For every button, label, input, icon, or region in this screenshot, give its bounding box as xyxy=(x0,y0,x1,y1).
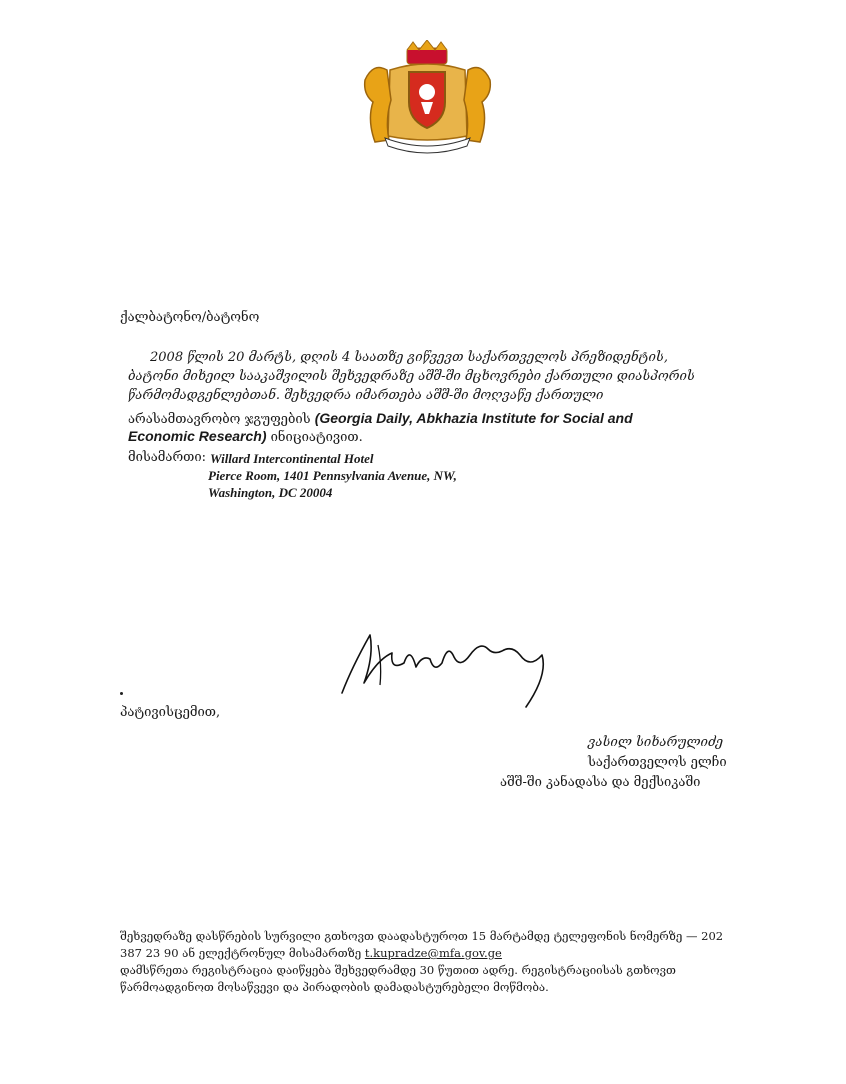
ink-dot xyxy=(120,692,123,695)
address-line-3: Washington, DC 20004 xyxy=(208,485,333,500)
footer-line-3: დამსწრეთა რეგისტრაცია დაიწყება შეხვედრამდე 30 წუთით ადრე. რეგისტრაციისას გთხოვთ xyxy=(120,963,676,977)
footer-line-4: წარმოადგინოთ მოსაწვევი და პირადობის დამადასტურებელი მოწმობა. xyxy=(120,980,549,994)
address-line-2: Pierce Room, 1401 Pennsylvania Avenue, NW, xyxy=(208,468,457,483)
footer-line-2 xyxy=(120,946,502,960)
body-line-4 xyxy=(128,410,633,428)
signer-title-2: აშშ-ში კანადასა და მექსიკაში xyxy=(500,775,701,790)
footer-line-1: შეხვედრაზე დასწრების სურვილი გთხოვთ დაადასტუროთ 15 მარტამდე ტელეფონის ნომერზე — 202 xyxy=(120,929,724,943)
signer-name: ვასილ სიხარულიძე xyxy=(588,735,724,750)
coat-of-arms-icon xyxy=(355,40,500,155)
body-line-5-english: Economic Research) xyxy=(128,428,267,444)
body-line-4-english: (Georgia Daily, Abkhazia Institute for Social and xyxy=(314,410,633,426)
body-line-3: წარმომადგენლებთან. შეხვედრა იმართება აშშ-ში მოღვაწე ქართული xyxy=(128,388,604,403)
address-label: მისამართი: xyxy=(128,450,207,465)
body-line-5 xyxy=(128,428,363,446)
signature-icon xyxy=(330,615,560,710)
signer-title-1: საქართველოს ელჩი xyxy=(588,755,727,770)
body-line-2: ბატონი მიხეილ სააკაშვილის შეხვედრაზე აშშ-ში მცხოვრები ქართული დიასპორის xyxy=(128,369,695,384)
body-line-4-georgian: არასამთავრობო ჯგუფების xyxy=(128,412,311,427)
footer-line-2-text: 387 23 90 ან ელექტრონულ მისამართზე xyxy=(120,946,362,960)
body-line-5-georgian: ინიციატივით. xyxy=(270,430,363,445)
closing: პატივისცემით, xyxy=(120,705,221,720)
salutation: ქალბატონო/ბატონო xyxy=(120,310,260,325)
email-link[interactable]: t.kupradze@mfa.gov.ge xyxy=(364,946,502,960)
address-line-1: Willard Intercontinental Hotel xyxy=(210,451,374,466)
body-line-1: 2008 წლის 20 მარტს, დღის 4 საათზე გიწვევთ საქართველოს პრეზიდენტის, xyxy=(150,350,668,365)
